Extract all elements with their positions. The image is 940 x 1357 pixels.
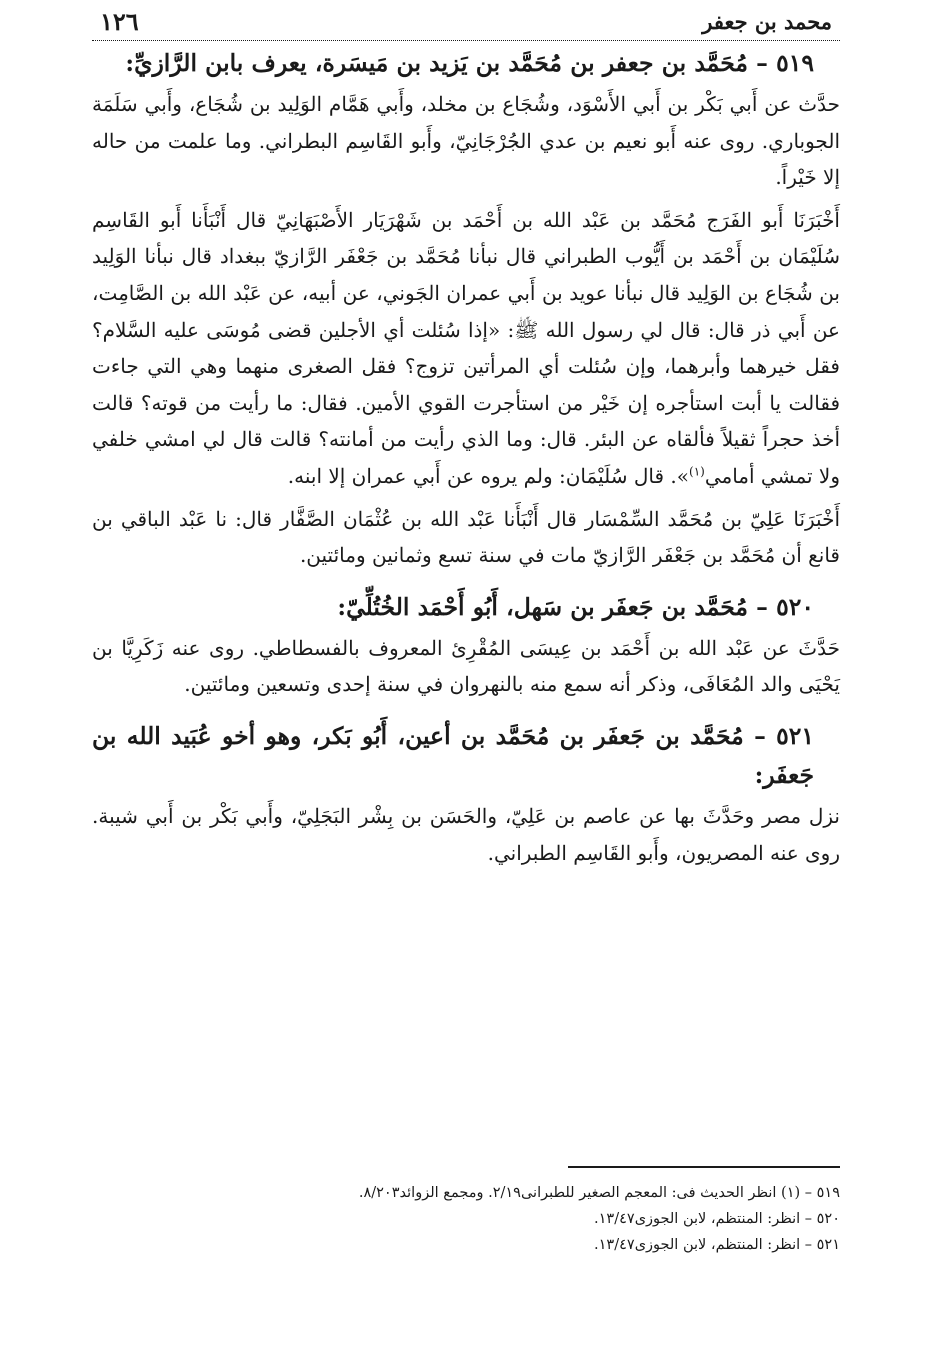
entry-521 [92,717,840,871]
footnotes [92,1166,840,1258]
entry-519 [92,44,840,574]
paragraph-text: ». قال سُلَيْمَان: ولم يروه عن أَبي عمران إلا ابنه. [287,463,689,488]
entry-paragraph: حَدَّثَ عن عَبْد الله بن أَحْمَد بن عِيسَى المُقْرِئ المعروف بالفسطاطي. روى عنه زَكَرِيَّا بن يَحْيَى والد المُعَافَى، وذكر أنه سمع منه بالنهروان في سنة إحدى وتسعين ومائتين. [92,635,840,697]
page-number: ١٢٦ [92,7,139,36]
footnote-marker: (١) [689,464,705,479]
footnote-divider [568,1166,840,1168]
entry-paragraph: أَخْبَرَنَا عَلِيّ بن مُحَمَّد السِّمْسَار قال أَنْبَأَنا عَبْد الله بن عُثْمَان الصَّفَّار قال: نا عَبْد الباقي بن قانع أن مُحَمَّد بن جَعْفَر الرَّازيّ مات في سنة تسع وثمانين ومائتين. [92,506,840,568]
entry-paragraph: نزل مصر وحَدَّثَ بها عن عاصم بن عَلِيّ، والحَسَن بن بِشْر البَجَلِيّ، وأَبي بَكْر بن أَبي شيبة. روى عنه المصريون، وأَبو القَاسِم الطبراني. [92,803,840,865]
running-title: محمد بن جعفر [702,9,840,34]
entry-title: ٥١٩ – مُحَمَّد بن جعفر بن مُحَمَّد بن يَزيد بن مَيسَرة، يعرف بابن الرَّازيِّ: [125,49,814,77]
entry-title: ٥٢١ – مُحَمَّد بن جَعفَر بن مُحَمَّد بن أعين، أَبُو بَكر، وهو أخو عُبَيد الله بن جَعفَر: [92,721,814,789]
paragraph-text: أَخْبَرَنَا أَبو الفَرَج مُحَمَّد بن عَبْد الله بن أَحْمَد بن شَهْرَيَار الأَصْبَهَانِيّ قال أَنْبَأَنا أَبو القَاسِم سُلَيْمَان بن أَحْمَد بن أَيُّوب الطبراني قال نبأنا مُحَمَّد بن جَعْفَر الرَّازيّ ببغداد قال نبأنا الوَلِيد بن شُجَاع بن الوَلِيد قال نبأنا عويد بن أَبي عمران الجَوني، عن أبيه، عن عَبْد الله بن الصَّامِت، عن أَبي ذر قال: قال لي رسول الله ﷺ: «إذا سُئلت أي الأجلين قضى مُوسَى عليه السَّلام؟ فقل خيرهما وأبرهما، وإن سُئلت أي المرأتين تزوج؟ فقل الصغرى منهما وهي التي جاءت فقالت يا أبت استأجره إن خَيْر من استأجرت القوي الأمين. فقال: ما رأيت من قوته؟ قالت أخذ حجراً ثقيلاً فألقاه عن البئر. قال: وما الذي رأيت من أمانته؟ قالت قال لي امشي خلفي ولا تمشي أمامي [92,207,840,488]
book-page [92,0,840,1357]
footnote-line: ٥٢٠ – انظر: المنتظم، لابن الجوزى١٣/٤٧. [594,1211,840,1227]
footnote-line: ٥١٩ – (١) انظر الحديث فى: المعجم الصغير للطبرانى٢/١٩. ومجمع الزوائد٨/٢٠٣. [358,1185,840,1201]
footnote-line: ٥٢١ – انظر: المنتظم، لابن الجوزى١٣/٤٧. [594,1237,840,1253]
entry-paragraph: حدَّث عن أَبي بَكْر بن أَبي الأَسْوَد، وشُجَاع بن مخلد، وأَبي هَمَّام الوَلِيد بن شُجَاع، وأَبي سَلَمَة الجوباري. روى عنه أَبو نعيم بن عدي الجُرْجَانِيّ، وأَبو القَاسِم البطراني. وما علمت من حاله إلا خَيْراً. [92,92,840,190]
entry-520 [92,588,840,703]
page-body [92,44,840,871]
entry-paragraph-hadith [92,202,840,495]
entry-title: ٥٢٠ – مُحَمَّد بن جَعفَر بن سَهل، أَبُو أَحْمَد الخُتُلِّيّ: [337,592,814,621]
running-header [92,2,840,41]
